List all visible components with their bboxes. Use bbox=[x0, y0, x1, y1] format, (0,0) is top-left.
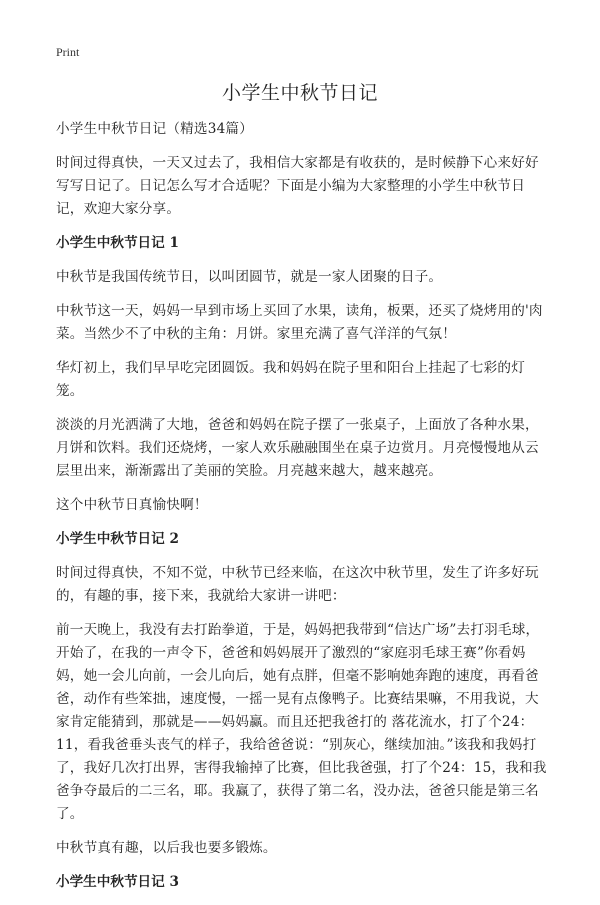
paragraph: 这个中秋节日真愉快啊！ bbox=[56, 497, 208, 513]
paragraph: 淡淡的月光洒满了大地，爸爸和妈妈在院子摆了一张桌子，上面放了各种水果，月饼和饮料。我们还烧烤，一家人欢乐融融围坐在桌子边赏月。月亮慢慢地从云层里出来，渐渐露出了美丽的笑脸。月亮越来越大，越来越亮。 bbox=[56, 417, 539, 479]
diary-entry-1 bbox=[56, 232, 552, 517]
paragraph: 华灯初上，我们早早吃完团圆饭。我和妈妈在院子里和阳台上挂起了七彩的灯笼。 bbox=[56, 360, 525, 399]
paragraph: 时间过得真快，不知不觉，中秋节已经来临，在这次中秋节里，发生了许多好玩的，有趣的事，接下来，我就给大家讲一讲吧： bbox=[56, 565, 539, 604]
intro-paragraph: 时间过得真快，一天又过去了，我相信大家都是有收获的，是时候静下心来好好写写日记了。日记怎么写才合适呢？下面是小编为大家整理的小学生中秋节日记，欢迎大家分享。 bbox=[56, 155, 539, 217]
diary-entry-3 bbox=[56, 871, 552, 894]
subtitle: 小学生中秋节日记（精选34篇） bbox=[56, 121, 254, 137]
paragraph: 中秋节真有趣，以后我也要多锻炼。 bbox=[56, 840, 277, 856]
paragraph: 中秋节这一天，妈妈一早到市场上买回了水果，读角，板栗，还买了烧烤用的'肉菜。当然少不了中秋的主角：月饼。家里充满了喜气洋洋的气氛！ bbox=[56, 303, 543, 342]
diary-heading: 小学生中秋节日记 1 bbox=[56, 235, 179, 251]
diary-heading: 小学生中秋节日记 3 bbox=[56, 874, 179, 890]
diary-entry-2 bbox=[56, 528, 552, 860]
print-link[interactable]: Print bbox=[56, 45, 80, 59]
paragraph: 中秋节是我国传统节日，以叫团圆节，就是一家人团聚的日子。 bbox=[56, 269, 443, 285]
page-title: 小学生中秋节日记 bbox=[221, 82, 378, 104]
diary-heading: 小学生中秋节日记 2 bbox=[56, 531, 179, 547]
article-body bbox=[56, 118, 552, 905]
paragraph: 前一天晚上，我没有去打跆拳道，于是，妈妈把我带到“信达广场”去打羽毛球，开始了，在我的一声令下，爸爸和妈妈展开了激烈的“家庭羽毛球王赛”你看妈妈，她一会儿向前，一会儿向后，她有点胖，但毫不影响她奔跑的速度，再看爸爸，动作有些笨拙，速度慢，一摇一晃有点像鸭子。比赛结果嘛，不用我说，大家肯定能猜到，那就是——妈妈赢。而且还把我爸打的 落花流水，打了个24：11，看我爸垂头丧气的样子，我给爸爸说：“别灰心，继续加油。”该我和我妈打了，我好几次打出界，害得我输掉了比赛，但比我爸强，打了个24：15，我和我爸争夺最后的二三名，耶。我赢了，获得了第二名，没办法，爸爸只能是第三名了。 bbox=[56, 622, 547, 822]
